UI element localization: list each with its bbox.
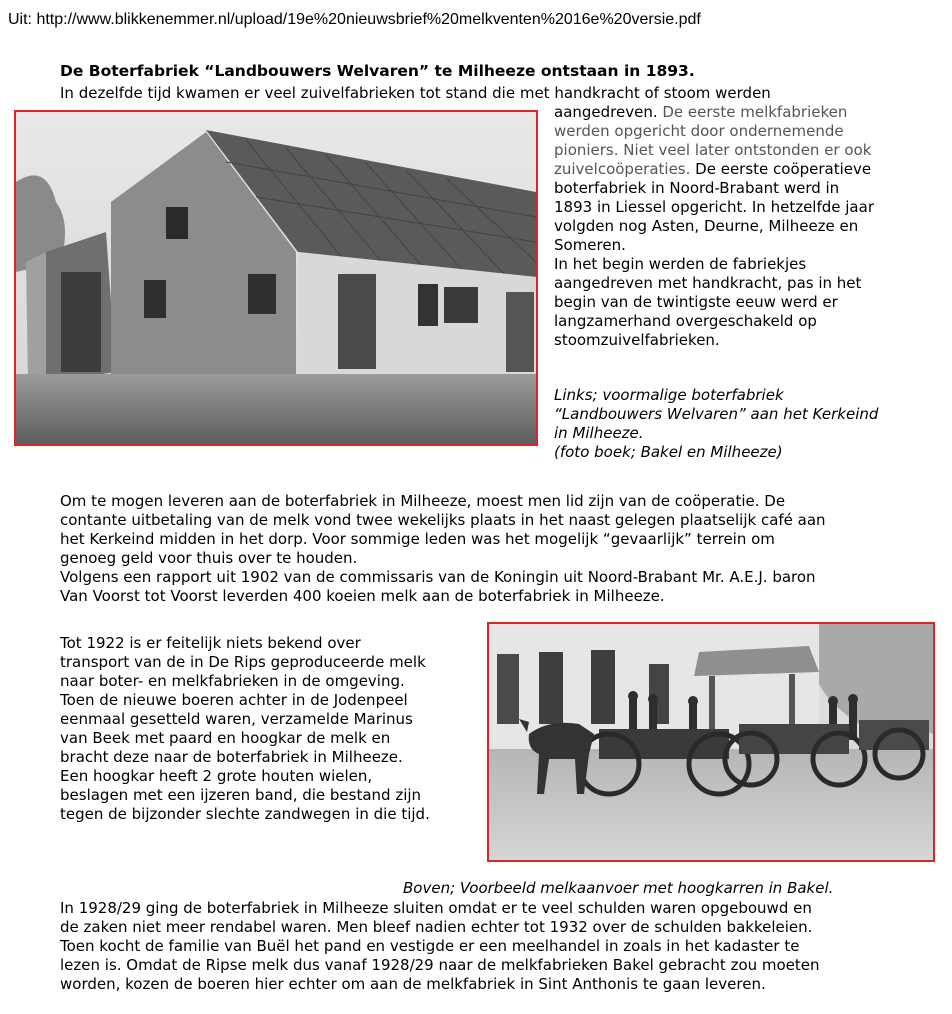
intro-line-2-gray: De eerste melkfabrieken [657,103,848,121]
para-line: het Kerkeind midden in het dorp. Voor sommige leden was het mogelijk “gevaarlijk” terrein om [60,530,775,548]
para-line: Tot 1922 is er feitelijk niets bekend over [60,634,361,652]
side-line: langzamerhand overgeschakeld op [554,312,817,330]
side-gray-line: zuivelcoöperaties. [554,160,691,178]
intro-line-2-text: aangedreven. [554,103,658,121]
source-url: Uit: http://www.blikkenemmer.nl/upload/19e%20nieuwsbrief%20melkventen%2016e%20versie.pdf [8,11,701,28]
para-line: Volgens een rapport uit 1902 van de commissaris van de Koningin uit Noord-Brabant Mr. A.E.J. baron [60,568,816,586]
para-line: beslagen met een ijzeren band, die bestand zijn [60,786,422,804]
para-line: contante uitbetaling van de melk vond twee wekelijks plaats in het naast gelegen plaatselijk café aan [60,511,826,529]
para-line: Toen de nieuwe boeren achter in de Jodenpeel [60,691,408,709]
para-line: de zaken niet meer rendabel waren. Men bleef nadien echter tot 1932 over de schulden bakkeleien. [60,918,813,936]
side-text [554,179,874,350]
para-line: Van Voorst tot Voorst leverden 400 koeien melk aan de boterfabriek in Milheeze. [60,587,665,605]
caption-line: (foto boek; Bakel en Milheeze) [554,443,783,461]
para-line: tegen de bijzonder slechte zandwegen in die tijd. [60,805,430,823]
para-line: van Beek met paard en hoogkar de melk en [60,729,391,747]
photo-caption-carts: Boven; Voorbeeld melkaanvoer met hoogkarren in Bakel. [403,879,834,897]
side-line: volgden nog Asten, Deurne, Milheeze en [554,217,859,235]
side-line: 1893 in Liessel opgericht. In hetzelfde jaar [554,198,874,216]
para-line: lezen is. Omdat de Ripse melk dus vanaf 1928/29 naar de melkfabrieken Bakel gebracht zou moeten [60,956,820,974]
para-line: worden, kozen de boeren hier echter om aan de melkfabriek in Sint Anthonis te gaan leveren. [60,975,766,993]
para-line: Om te mogen leveren aan de boterfabriek in Milheeze, moest men lid zijn van de coöperatie. De [60,492,786,510]
side-text-gray [554,122,871,179]
photo-caption-factory [554,386,878,462]
intro-line-1: In dezelfde tijd kwamen er veel zuivelfabrieken tot stand die met handkracht of stoom werden [60,84,771,102]
para-line: eenmaal gesetteld waren, verzamelde Marinus [60,710,413,728]
paragraph-transport [60,634,430,824]
caption-line: “Landbouwers Welvaren” aan het Kerkeind [554,405,879,423]
para-line: Een hoogkar heeft 2 grote houten wielen, [60,767,373,785]
side-line: begin van de twintigste eeuw werd er [554,293,838,311]
side-gray-line: pioniers. Niet veel later ontstonden er ook [554,141,872,159]
side-line: stoomzuivelfabrieken. [554,331,720,349]
side-line: In het begin werden de fabriekjes [554,255,807,273]
side-text-tail: De eerste coöperatieve [690,160,872,178]
para-line: naar boter- en melkfabrieken in de omgeving. [60,672,405,690]
para-line: bracht deze naar de boterfabriek in Milheeze. [60,748,403,766]
caption-line: in Milheeze. [554,424,644,442]
side-line: boterfabriek in Noord-Brabant werd in [554,179,840,197]
paragraph-membership [60,492,826,606]
para-line: transport van de in De Rips geproduceerde melk [60,653,426,671]
side-line: Someren. [554,236,626,254]
butter-factory-image [16,112,536,444]
paragraph-closure [60,899,820,994]
side-line: aangedreven met handkracht, pas in het [554,274,862,292]
intro-line-2 [554,103,847,122]
side-gray-line: werden opgericht door ondernemende [554,122,844,140]
para-line: In 1928/29 ging de boterfabriek in Milheeze sluiten omdat er te veel schulden waren opgebouwd en [60,899,812,917]
milk-carts-image [489,624,933,860]
para-line: Toen kocht de familie van Buël het pand en vestigde er een meelhandel in zoals in het kadaster te [60,937,800,955]
photo-butter-factory [14,110,538,446]
article-title: De Boterfabriek “Landbouwers Welvaren” te Milheeze ontstaan in 1893. [60,62,695,80]
para-line: genoeg geld voor thuis over te houden. [60,549,358,567]
caption-line: Links; voormalige boterfabriek [554,386,784,404]
photo-milk-carts [487,622,935,862]
